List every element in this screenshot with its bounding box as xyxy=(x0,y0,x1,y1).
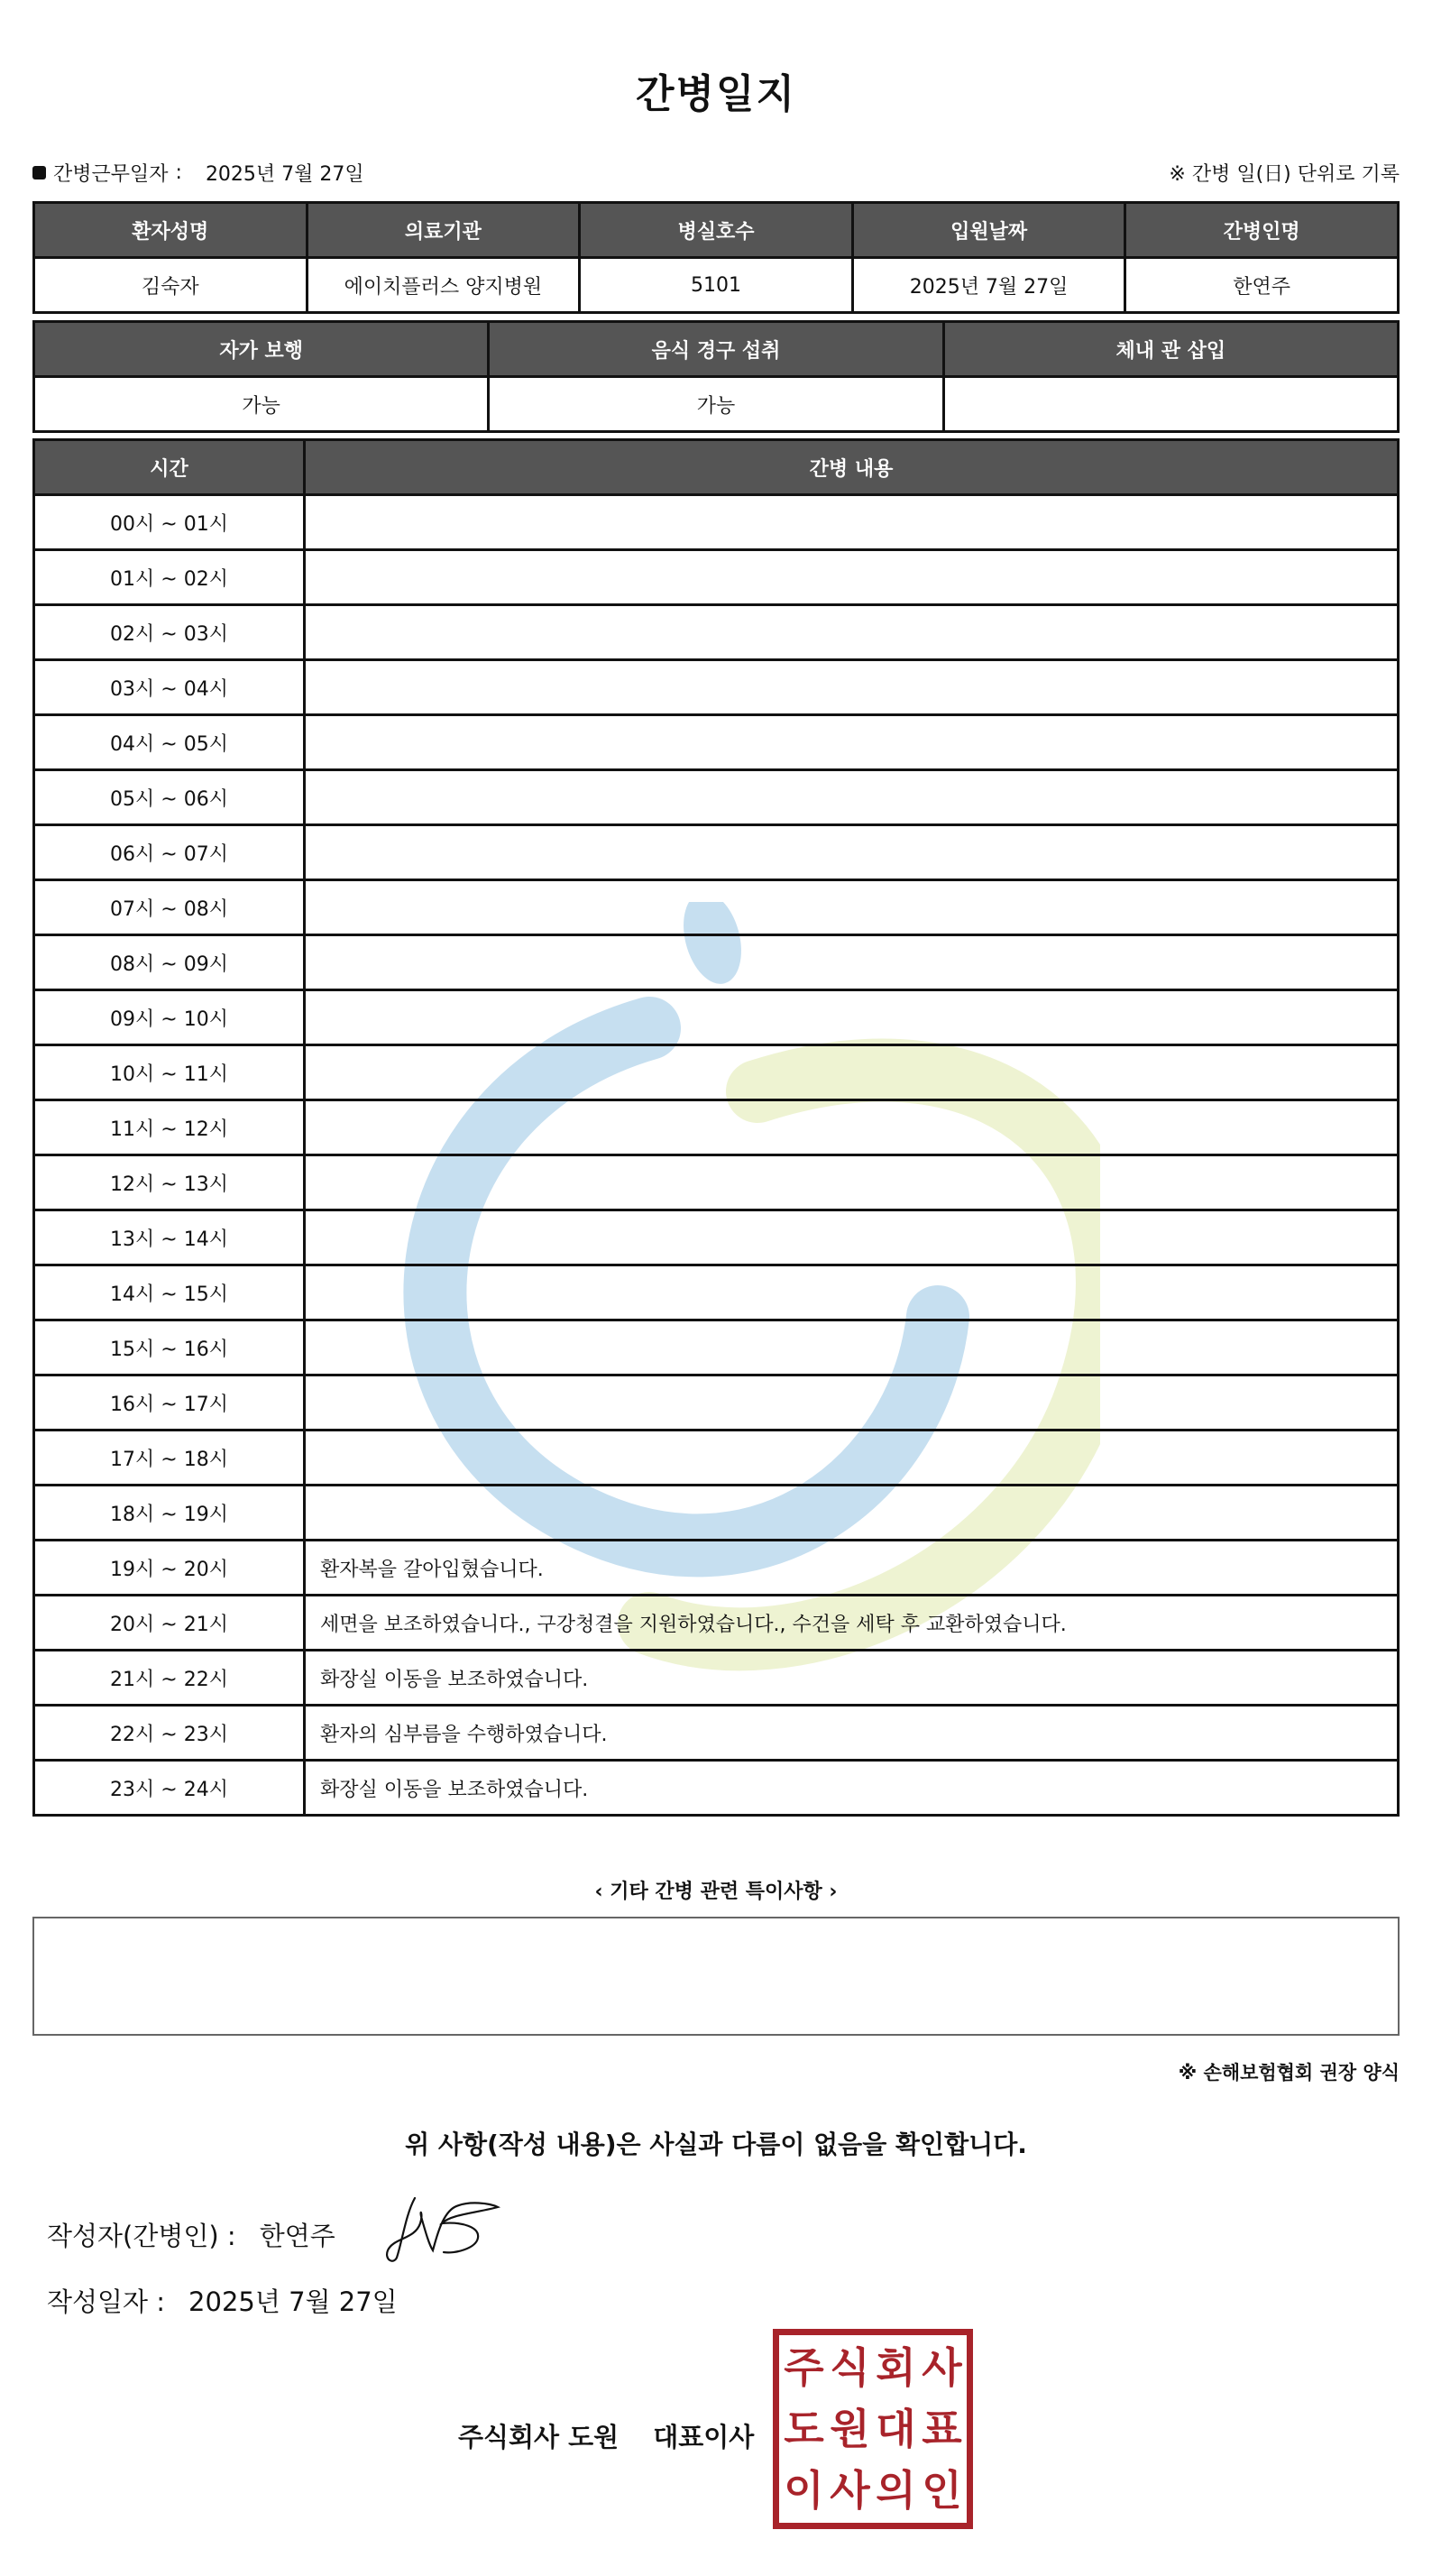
seal-character: 의 xyxy=(876,2466,916,2515)
header-admission-date: 입원날짜 xyxy=(852,203,1125,258)
table-row xyxy=(34,1761,1399,1816)
table-row xyxy=(34,550,1399,605)
table-row xyxy=(34,1486,1399,1541)
hospital: 에이치플러스 양지병원 xyxy=(307,258,580,313)
care-content xyxy=(305,495,1399,550)
time-slot: 11시 ~ 12시 xyxy=(34,1100,305,1155)
time-slot: 13시 ~ 14시 xyxy=(34,1210,305,1265)
signature xyxy=(379,2187,505,2268)
care-content: 환자복을 갈아입혔습니다. xyxy=(305,1541,1399,1596)
seal-character: 도 xyxy=(784,2405,824,2453)
table-row xyxy=(34,990,1399,1045)
header-hospital: 의료기관 xyxy=(307,203,580,258)
table-row xyxy=(34,1155,1399,1210)
patient-info-table xyxy=(32,201,1400,314)
seal-character: 사 xyxy=(830,2466,870,2515)
care-content xyxy=(305,1320,1399,1375)
work-date-separator: : xyxy=(175,161,182,184)
company xyxy=(458,2417,754,2454)
table-row xyxy=(34,715,1399,770)
table-row xyxy=(34,1265,1399,1320)
care-content: 세면을 보조하였습니다., 구강청결을 지원하였습니다., 수건을 세탁 후 교환하였습니다. xyxy=(305,1596,1399,1651)
header-room: 병실호수 xyxy=(580,203,853,258)
table-row xyxy=(34,495,1399,550)
care-content xyxy=(305,1265,1399,1320)
notes-box xyxy=(32,1917,1400,2036)
time-slot: 20시 ~ 21시 xyxy=(34,1596,305,1651)
care-content: 화장실 이동을 보조하였습니다. xyxy=(305,1651,1399,1706)
company-name: 주식회사 도원 xyxy=(458,2422,620,2452)
care-content xyxy=(305,880,1399,935)
room-number: 5101 xyxy=(580,258,853,313)
page-title: 간병일지 xyxy=(635,71,796,117)
table-row xyxy=(34,1045,1399,1100)
status-info-table xyxy=(32,320,1400,433)
seal-character: 표 xyxy=(922,2405,962,2453)
table-row xyxy=(34,825,1399,880)
care-content xyxy=(305,1486,1399,1541)
time-slot: 02시 ~ 03시 xyxy=(34,605,305,660)
header-time: 시간 xyxy=(34,440,305,495)
header-patient-name: 환자성명 xyxy=(34,203,308,258)
time-slot: 00시 ~ 01시 xyxy=(34,495,305,550)
table-row xyxy=(34,660,1399,715)
written-date xyxy=(47,2282,398,2319)
written-date-label: 작성일자 : xyxy=(47,2286,166,2317)
writer xyxy=(47,2216,335,2253)
table-row xyxy=(34,605,1399,660)
care-content xyxy=(305,1100,1399,1155)
header-caregiver: 간병인명 xyxy=(1125,203,1399,258)
care-content xyxy=(305,1045,1399,1100)
writer-name: 한연주 xyxy=(259,2221,335,2251)
time-slot: 09시 ~ 10시 xyxy=(34,990,305,1045)
caregiver-name: 한연주 xyxy=(1125,258,1399,313)
tube-insertion xyxy=(943,377,1398,432)
time-slot: 17시 ~ 18시 xyxy=(34,1431,305,1486)
company-seal xyxy=(773,2329,973,2529)
time-slot: 16시 ~ 17시 xyxy=(34,1375,305,1431)
time-slot: 15시 ~ 16시 xyxy=(34,1320,305,1375)
care-content xyxy=(305,715,1399,770)
header-self-walking: 자가 보행 xyxy=(34,322,489,377)
header-care-content: 간병 내용 xyxy=(305,440,1399,495)
time-slot: 14시 ~ 15시 xyxy=(34,1265,305,1320)
time-slot: 10시 ~ 11시 xyxy=(34,1045,305,1100)
oral-intake: 가능 xyxy=(489,377,943,432)
confirmation-statement: 위 사항(작성 내용)은 사실과 다름이 없음을 확인합니다. xyxy=(405,2130,1027,2159)
time-slot: 22시 ~ 23시 xyxy=(34,1706,305,1761)
care-content: 환자의 심부름을 수행하였습니다. xyxy=(305,1706,1399,1761)
time-slot: 08시 ~ 09시 xyxy=(34,935,305,990)
seal-character: 주 xyxy=(784,2343,824,2392)
time-slot: 04시 ~ 05시 xyxy=(34,715,305,770)
written-date-value: 2025년 7월 27일 xyxy=(188,2286,398,2317)
record-unit-note: ※ 간병 일(日) 단위로 기록 xyxy=(1169,163,1400,186)
table-row xyxy=(34,1706,1399,1761)
table-row xyxy=(34,1596,1399,1651)
table-row xyxy=(34,1431,1399,1486)
recommended-form-note: ※ 손해보험협회 권장 양식 xyxy=(1178,2062,1400,2084)
seal-character: 인 xyxy=(922,2466,962,2515)
table-row xyxy=(34,770,1399,825)
work-date-value: 2025년 7월 27일 xyxy=(205,163,364,186)
time-slot: 03시 ~ 04시 xyxy=(34,660,305,715)
patient-name: 김숙자 xyxy=(34,258,308,313)
table-row xyxy=(34,935,1399,990)
time-slot: 19시 ~ 20시 xyxy=(34,1541,305,1596)
time-slot: 01시 ~ 02시 xyxy=(34,550,305,605)
table-row xyxy=(34,1651,1399,1706)
table-row xyxy=(34,1100,1399,1155)
seal-character: 회 xyxy=(876,2343,916,2392)
header-tube-insertion: 체내 관 삽입 xyxy=(943,322,1398,377)
writer-label: 작성자(간병인) : xyxy=(47,2221,236,2251)
notes-title: ‹ 기타 간병 관련 특이사항 › xyxy=(594,1881,838,1903)
seal-character: 이 xyxy=(784,2466,824,2515)
care-content xyxy=(305,1375,1399,1431)
care-content xyxy=(305,770,1399,825)
care-content xyxy=(305,605,1399,660)
care-content: 화장실 이동을 보조하였습니다. xyxy=(305,1761,1399,1816)
care-content xyxy=(305,660,1399,715)
care-content xyxy=(305,1431,1399,1486)
care-content xyxy=(305,990,1399,1045)
time-slot: 12시 ~ 13시 xyxy=(34,1155,305,1210)
care-content xyxy=(305,1210,1399,1265)
care-log-table xyxy=(32,438,1400,1817)
time-slot: 07시 ~ 08시 xyxy=(34,880,305,935)
care-content xyxy=(305,550,1399,605)
table-row xyxy=(34,1320,1399,1375)
seal-character: 사 xyxy=(922,2343,962,2392)
care-content xyxy=(305,825,1399,880)
care-content xyxy=(305,935,1399,990)
seal-character: 원 xyxy=(830,2405,870,2453)
work-date xyxy=(32,159,364,187)
bullet-square-icon xyxy=(32,166,46,179)
admission-date: 2025년 7월 27일 xyxy=(852,258,1125,313)
seal-character: 대 xyxy=(876,2405,916,2453)
company-title: 대표이사 xyxy=(653,2422,755,2452)
time-slot: 21시 ~ 22시 xyxy=(34,1651,305,1706)
self-walking: 가능 xyxy=(34,377,489,432)
table-row xyxy=(34,1541,1399,1596)
seal-character: 식 xyxy=(830,2343,870,2392)
work-date-label: 간병근무일자 xyxy=(53,163,169,186)
time-slot: 05시 ~ 06시 xyxy=(34,770,305,825)
table-row xyxy=(34,880,1399,935)
header-oral-intake: 음식 경구 섭취 xyxy=(489,322,943,377)
care-content xyxy=(305,1155,1399,1210)
time-slot: 23시 ~ 24시 xyxy=(34,1761,305,1816)
time-slot: 18시 ~ 19시 xyxy=(34,1486,305,1541)
table-row xyxy=(34,1375,1399,1431)
table-row xyxy=(34,1210,1399,1265)
time-slot: 06시 ~ 07시 xyxy=(34,825,305,880)
